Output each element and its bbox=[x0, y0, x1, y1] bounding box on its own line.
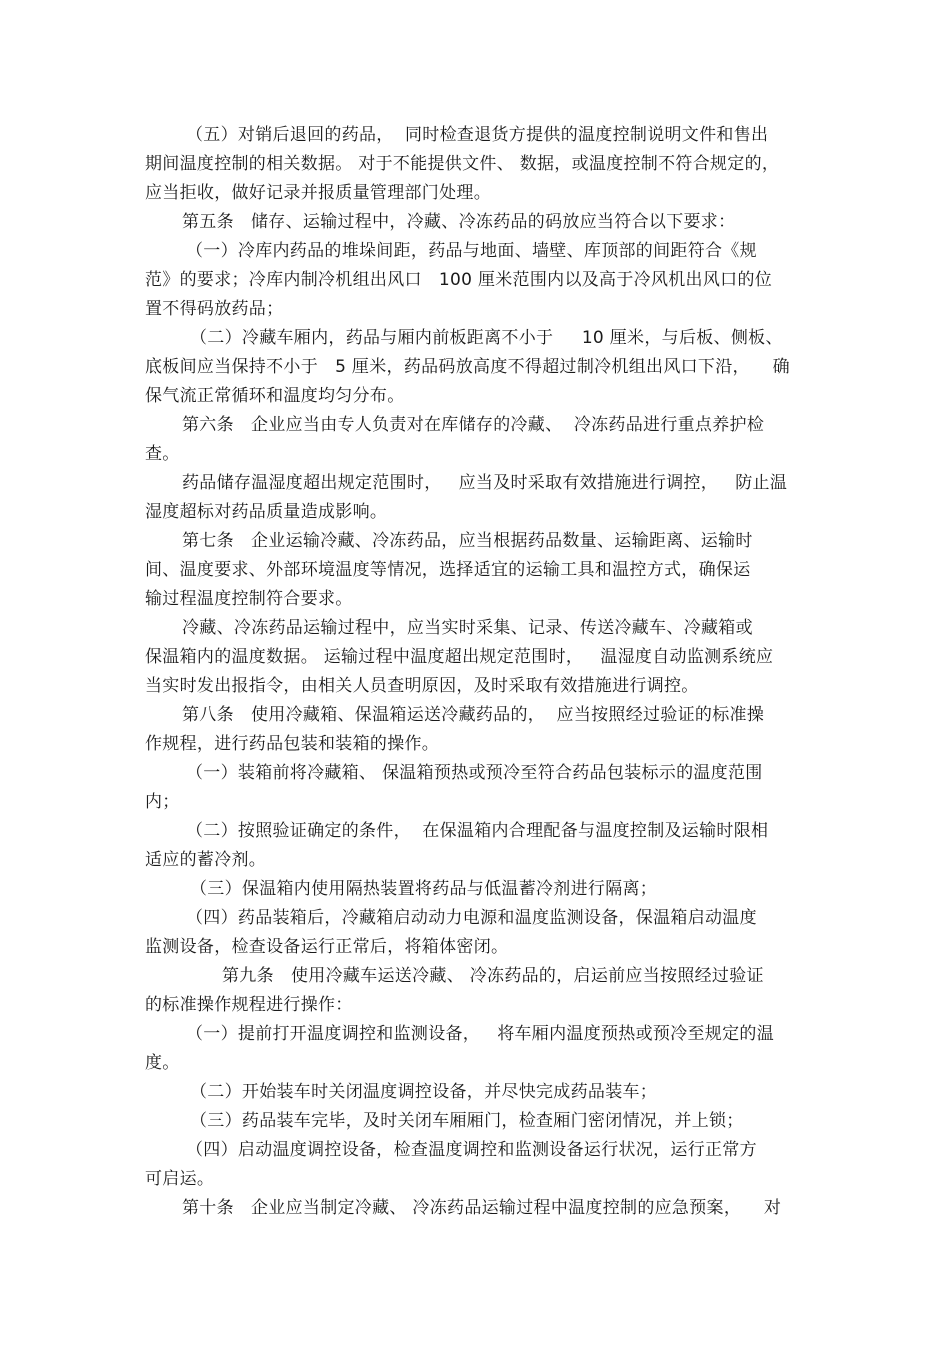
text-line: 作规程，进行药品包装和装箱的操作。 bbox=[145, 734, 440, 754]
text-line: （二）按照验证确定的条件， 在保温箱内合理配备与温度控制及运输时限相 bbox=[186, 821, 769, 841]
text-line: 第九条 使用冷藏车运送冷藏、 冷冻药品的，启运前应当按照经过验证 bbox=[222, 966, 764, 986]
text-line: （一）冷库内药品的堆垛间距，药品与地面、墙壁、库顶部的间距符合《规 bbox=[186, 241, 757, 261]
text-line: 保气流正常循环和温度均匀分布。 bbox=[145, 386, 405, 406]
text-line: 保温箱内的温度数据。 运输过程中温度超出规定范围时， 温湿度自动监测系统应 bbox=[145, 647, 774, 667]
text-line: 适应的蓄冷剂。 bbox=[145, 850, 267, 870]
text-line: （一）提前打开温度调控和监测设备， 将车厢内温度预热或预冷至规定的温 bbox=[186, 1024, 775, 1044]
text-line: 置不得码放药品； bbox=[145, 299, 284, 319]
text-line: 第八条 使用冷藏箱、保温箱运送冷藏药品的， 应当按照经过验证的标准操 bbox=[182, 705, 765, 725]
text-line: 第六条 企业应当由专人负责对在库储存的冷藏、 冷冻药品进行重点养护检 bbox=[182, 415, 765, 435]
text-line: 范》的要求；冷库内制冷机组出风口 100 厘米范围内以及高于冷风机出风口的位 bbox=[145, 270, 773, 290]
text-line: （三）保温箱内使用隔热装置将药品与低温蓄冷剂进行隔离； bbox=[190, 879, 658, 899]
text-line: 度。 bbox=[145, 1053, 180, 1073]
text-line: （四）启动温度调控设备，检查温度调控和监测设备运行状况，运行正常方 bbox=[186, 1140, 757, 1160]
text-line: 第七条 企业运输冷藏、冷冻药品，应当根据药品数量、运输距离、运输时 bbox=[182, 531, 753, 551]
text-line: 冷藏、冷冻药品运输过程中，应当实时采集、记录、传送冷藏车、冷藏箱或 bbox=[182, 618, 753, 638]
text-line: 当实时发出报指令，由相关人员查明原因，及时采取有效措施进行调控。 bbox=[145, 676, 699, 696]
text-line: 第十条 企业应当制定冷藏、 冷冻药品运输过程中温度控制的应急预案， 对 bbox=[182, 1198, 782, 1218]
text-line: 内； bbox=[145, 792, 180, 812]
text-line: （一）装箱前将冷藏箱、 保温箱预热或预冷至符合药品包装标示的温度范围 bbox=[186, 763, 763, 783]
text-line: （五）对销后退回的药品， 同时检查退货方提供的温度控制说明文件和售出 bbox=[186, 125, 769, 145]
text-line: 底板间应当保持不小于 5 厘米，药品码放高度不得超过制冷机组出风口下沿， 确 bbox=[145, 357, 790, 377]
text-line: （四）药品装箱后，冷藏箱启动动力电源和温度监测设备，保温箱启动温度 bbox=[186, 908, 757, 928]
text-line: 药品储存温湿度超出规定范围时， 应当及时采取有效措施进行调控， 防止温 bbox=[182, 473, 788, 493]
text-line: 间、温度要求、外部环境温度等情况，选择适宜的运输工具和温控方式，确保运 bbox=[145, 560, 751, 580]
text-line: 输过程温度控制符合要求。 bbox=[145, 589, 353, 609]
text-line: 湿度超标对药品质量造成影响。 bbox=[145, 502, 388, 522]
text-line: （二）冷藏车厢内，药品与厢内前板距离不小于 10 厘米，与后板、侧板、 bbox=[190, 328, 783, 348]
text-line: 的标准操作规程进行操作： bbox=[145, 995, 353, 1015]
text-line: （二）开始装车时关闭温度调控设备，并尽快完成药品装车； bbox=[190, 1082, 658, 1102]
text-line: 查。 bbox=[145, 444, 180, 464]
text-line: 应当拒收，做好记录并报质量管理部门处理。 bbox=[145, 183, 491, 203]
text-line: 可启运。 bbox=[145, 1169, 215, 1189]
text-line: 期间温度控制的相关数据。 对于不能提供文件、 数据，或温度控制不符合规定的， bbox=[145, 154, 780, 174]
text-line: （三）药品装车完毕，及时关闭车厢厢门，检查厢门密闭情况，并上锁； bbox=[190, 1111, 744, 1131]
text-line: 第五条 储存、运输过程中，冷藏、冷冻药品的码放应当符合以下要求： bbox=[182, 212, 736, 232]
text-line: 监测设备，检查设备运行正常后，将箱体密闭。 bbox=[145, 937, 509, 957]
